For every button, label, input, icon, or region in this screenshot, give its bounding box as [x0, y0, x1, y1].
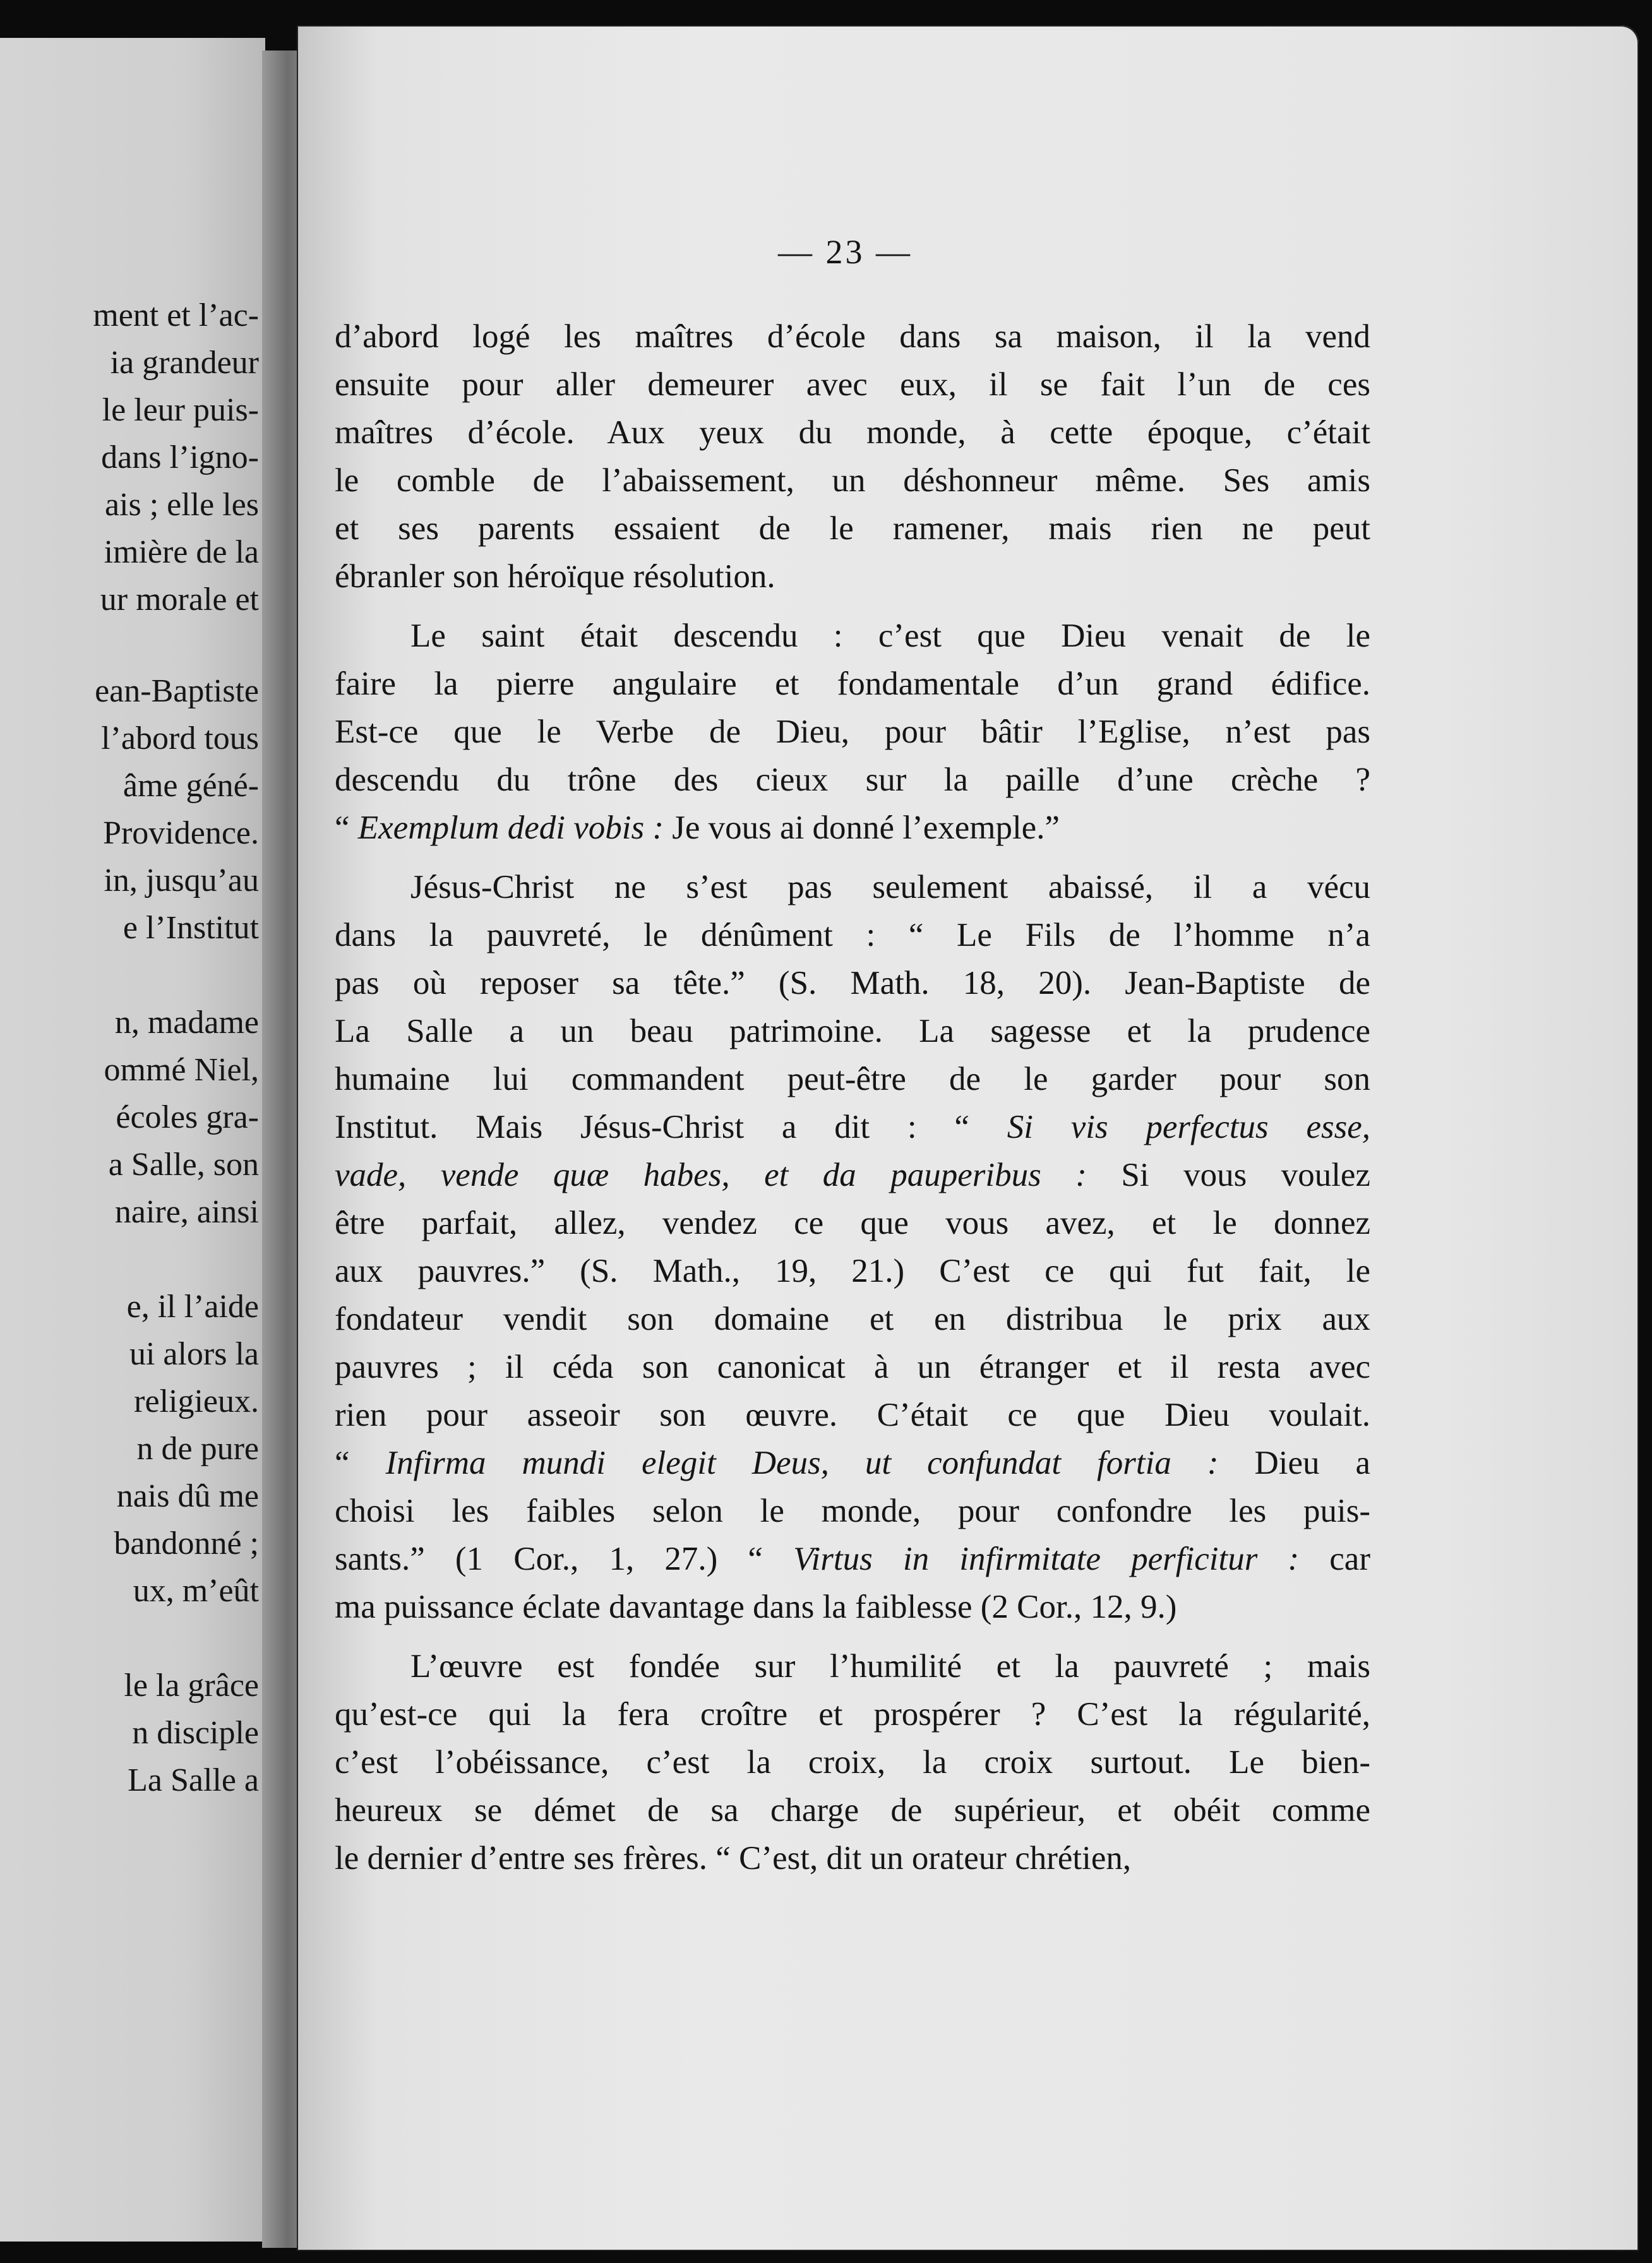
- italic-latin-quote: vade, vende quæ habes, et da pauperibus :: [335, 1157, 1087, 1193]
- left-page-line: âme géné-: [123, 768, 259, 804]
- text-run: c’est l’obéissance, c’est la croix, la croix surtout. Le bien-: [335, 1744, 1370, 1781]
- text-run: Dieu a: [1218, 1445, 1370, 1481]
- text-run: faire la pierre angulaire et fondamentale d’un grand édifice.: [335, 666, 1370, 702]
- text-run: pas où reposer sa tête.” (S. Math. 18, 20). Jean-Baptiste de: [335, 965, 1370, 1001]
- left-page-line: le leur puis-: [102, 392, 259, 428]
- left-page-line: La Salle a: [128, 1762, 259, 1798]
- left-page-line: ommé Niel,: [104, 1052, 259, 1088]
- left-page-line: in, jusqu’au: [104, 863, 259, 899]
- text-run: aux pauvres.” (S. Math., 19, 21.) C’est ce qui fut fait, le: [335, 1253, 1370, 1289]
- left-page-line: imière de la: [104, 534, 259, 570]
- text-line: [335, 1690, 1370, 1738]
- italic-latin-quote: Infirma mundi elegit Deus, ut confundat fortia :: [385, 1445, 1219, 1481]
- text-run: ensuite pour aller demeurer avec eux, il se fait l’un de ces: [335, 366, 1370, 403]
- text-run: choisi les faibles selon le monde, pour confondre les puis-: [335, 1493, 1370, 1529]
- text-line: [335, 863, 1370, 911]
- left-page-line: écoles gra-: [116, 1099, 259, 1135]
- paragraph: [335, 313, 1370, 600]
- text-run: Le saint était descendu : c’est que Dieu venait de le: [410, 618, 1370, 654]
- text-run: fondateur vendit son domaine et en distribua le prix aux: [335, 1301, 1370, 1337]
- text-line: [335, 911, 1370, 959]
- text-run: sants.” (1 Cor., 1, 27.) “: [335, 1541, 794, 1577]
- text-run: “: [335, 1445, 386, 1481]
- text-run: heureux se démet de sa charge de supérieur, et obéit comme: [335, 1792, 1370, 1829]
- text-line: [335, 1343, 1370, 1391]
- left-page-line: nais dû me: [116, 1478, 259, 1514]
- text-line: [335, 959, 1370, 1007]
- left-page-line: e, il l’aide: [126, 1289, 259, 1325]
- paragraph: [335, 612, 1370, 852]
- facing-left-page: [0, 38, 265, 2242]
- text-line: [335, 756, 1370, 804]
- text-run: et ses parents essaient de le ramener, mais rien ne peut: [335, 510, 1370, 547]
- left-page-line: e l’Institut: [123, 910, 259, 946]
- text-run: L’œuvre est fondée sur l’humilité et la pauvreté ; mais: [410, 1648, 1370, 1685]
- text-run: La Salle a un beau patrimoine. La sagesse et la prudence: [335, 1013, 1370, 1049]
- left-page-line: naire, ainsi: [114, 1194, 259, 1230]
- left-page-line: ment et l’ac-: [93, 297, 259, 333]
- left-page-line: bandonné ;: [114, 1526, 259, 1561]
- italic-latin-quote: Virtus in infirmitate perficitur :: [793, 1541, 1300, 1577]
- text-run: être parfait, allez, vendez ce que vous avez, et le donnez: [335, 1205, 1370, 1241]
- text-line: [335, 1487, 1370, 1535]
- text-line: [335, 660, 1370, 708]
- left-page-line: n, madame: [114, 1005, 259, 1041]
- left-page-line: ux, m’eût: [133, 1573, 259, 1609]
- text-run: descendu du trône des cieux sur la paille d’une crèche ?: [335, 761, 1370, 798]
- text-line: [335, 409, 1370, 457]
- left-page-line: le la grâce: [124, 1668, 259, 1704]
- text-line: [335, 1151, 1370, 1199]
- text-line: [335, 361, 1370, 409]
- page-number: — 23 —: [778, 233, 913, 271]
- text-run: maîtres d’école. Aux yeux du monde, à cette époque, c’était: [335, 414, 1370, 451]
- text-line: [335, 1583, 1370, 1631]
- text-run: ma puissance éclate davantage dans la faiblesse (2 Cor., 12, 9.): [335, 1589, 1177, 1625]
- text-line: [335, 1247, 1370, 1295]
- text-line: [335, 1738, 1370, 1786]
- text-line: [335, 1535, 1370, 1583]
- text-line: [335, 1834, 1370, 1882]
- text-run: humaine lui commandent peut-être de le garder pour son: [335, 1061, 1370, 1097]
- text-run: ébranler son héroïque résolution.: [335, 558, 775, 595]
- left-page-line: ia grandeur: [110, 345, 259, 381]
- text-line: [335, 457, 1370, 505]
- left-page-line: n de pure: [136, 1431, 259, 1467]
- text-run: Jésus-Christ ne s’est pas seulement abaissé, il a vécu: [410, 869, 1370, 905]
- text-line: [335, 1439, 1370, 1487]
- text-line: [335, 505, 1370, 552]
- text-line: [335, 804, 1370, 852]
- paragraph: [335, 863, 1370, 1631]
- text-run: d’abord logé les maîtres d’école dans sa maison, il la vend: [335, 318, 1370, 355]
- left-page-line: ur morale et: [100, 582, 259, 618]
- left-page-text: [0, 38, 265, 2242]
- text-run: qu’est-ce qui la fera croître et prospérer ? C’est la régularité,: [335, 1696, 1370, 1733]
- text-line: [335, 1642, 1370, 1690]
- text-line: [335, 1103, 1370, 1151]
- left-page-line: l’abord tous: [101, 720, 259, 756]
- text-line: [335, 1055, 1370, 1103]
- text-run: le dernier d’entre ses frères. “ C’est, dit un orateur chrétien,: [335, 1840, 1132, 1877]
- text-run: Je vous ai donné l’exemple.”: [664, 809, 1060, 846]
- left-page-line: dans l’igno-: [101, 439, 259, 475]
- text-line: [335, 1199, 1370, 1247]
- text-line: [335, 1786, 1370, 1834]
- text-run: dans la pauvreté, le dénûment : “ Le Fils de l’homme n’a: [335, 917, 1370, 953]
- text-line: [335, 1007, 1370, 1055]
- text-run: rien pour asseoir son œuvre. C’était ce que Dieu voulait.: [335, 1397, 1370, 1433]
- left-page-line: religieux.: [134, 1383, 259, 1419]
- left-page-line: Providence.: [103, 815, 259, 851]
- text-run: le comble de l’abaissement, un déshonneur même. Ses amis: [335, 462, 1370, 499]
- text-line: [335, 708, 1370, 756]
- paragraph: [335, 1642, 1370, 1882]
- text-run: car: [1299, 1541, 1370, 1577]
- text-run: Si vous voulez: [1086, 1157, 1370, 1193]
- left-page-line: ui alors la: [129, 1336, 259, 1372]
- text-run: Institut. Mais Jésus-Christ a dit : “: [335, 1109, 1007, 1145]
- text-run: “: [335, 809, 358, 846]
- text-line: [335, 612, 1370, 660]
- text-line: [335, 552, 1370, 600]
- italic-latin-quote: Si vis perfectus esse,: [1007, 1109, 1370, 1145]
- left-page-line: n disciple: [132, 1715, 259, 1751]
- left-page-line: ean-Baptiste: [95, 673, 259, 709]
- text-run: Est-ce que le Verbe de Dieu, pour bâtir l’Eglise, n’est pas: [335, 714, 1370, 750]
- italic-latin-quote: Exemplum dedi vobis :: [357, 809, 664, 846]
- text-run: pauvres ; il céda son canonicat à un étranger et il resta avec: [335, 1349, 1370, 1385]
- left-page-line: ais ; elle les: [104, 487, 259, 523]
- text-line: [335, 313, 1370, 361]
- text-line: [335, 1295, 1370, 1343]
- text-line: [335, 1391, 1370, 1439]
- page-body-text: [335, 313, 1370, 1894]
- left-page-line: a Salle, son: [108, 1147, 259, 1183]
